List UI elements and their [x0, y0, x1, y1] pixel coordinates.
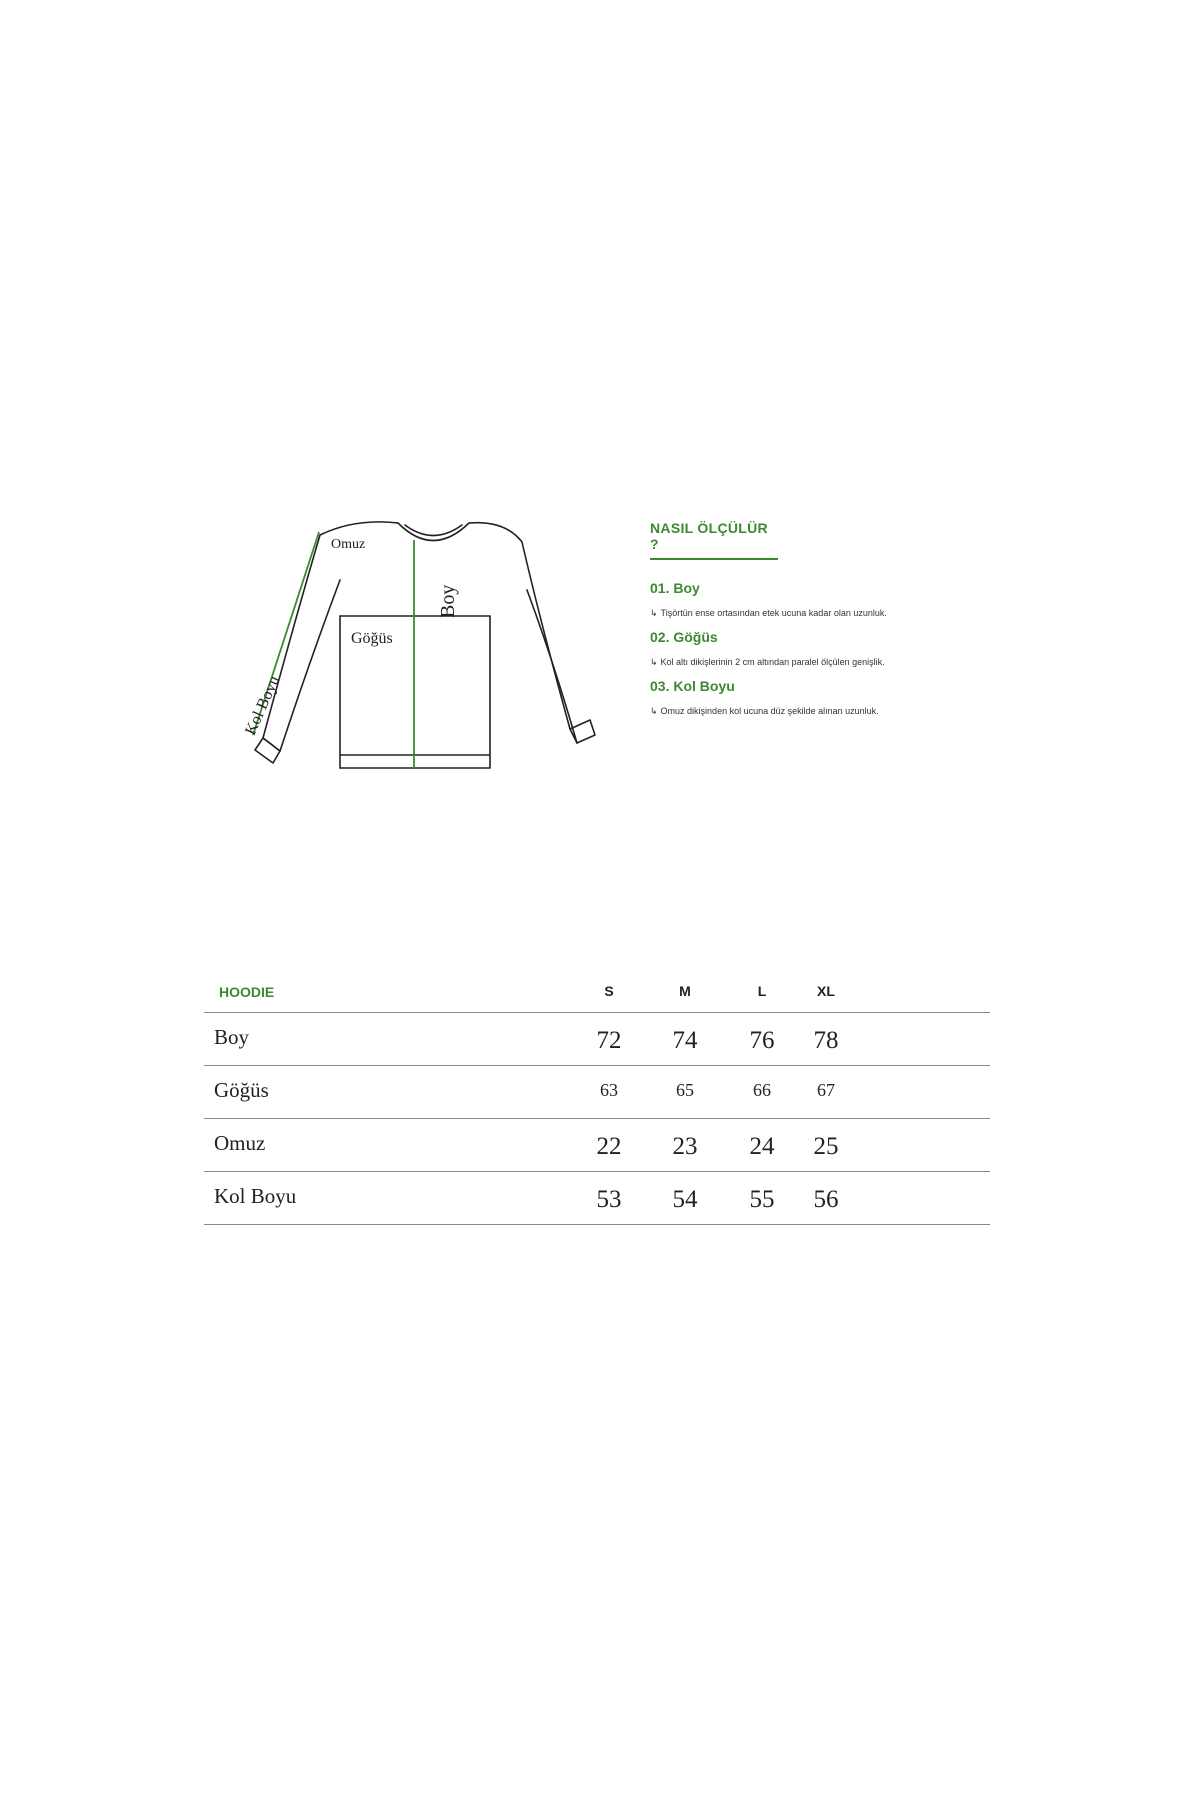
table-row: [204, 1013, 990, 1066]
table-cell: 72: [596, 1027, 622, 1054]
table-cell: 63: [600, 1080, 618, 1100]
table-cell: 74: [672, 1027, 698, 1054]
table-cell: 78: [813, 1027, 839, 1054]
table-row: [204, 1172, 990, 1225]
row-label: Göğüs: [214, 1078, 269, 1102]
table-cell: 24: [749, 1133, 775, 1160]
step-description: [650, 706, 990, 717]
measure-step: [650, 678, 990, 717]
sweatshirt-outline: [255, 522, 595, 768]
measure-step: [650, 580, 990, 619]
table-cell: 23: [672, 1133, 698, 1160]
how-to-measure-panel: [650, 520, 990, 717]
arrow-icon: ↳: [650, 706, 658, 716]
table-cell: 54: [672, 1186, 698, 1213]
step-title: 02. Göğüs: [650, 629, 718, 645]
size-header-xl: XL: [817, 983, 835, 999]
row-label: Boy: [214, 1025, 250, 1049]
table-cell: 53: [596, 1186, 622, 1213]
table-header: [204, 978, 990, 1013]
table-cell: 67: [817, 1080, 835, 1100]
step-description-text: Omuz dikişinden kol ucuna düz şekilde alınan uzunluk.: [660, 706, 879, 716]
measure-lines: [253, 532, 414, 768]
product-name: HOODIE: [219, 984, 275, 1000]
how-to-measure-title: NASIL ÖLÇÜLÜR ?: [650, 520, 778, 560]
table-cell: 55: [749, 1186, 775, 1213]
table-row: [204, 1066, 990, 1119]
step-description-text: Kol altı dikişlerinin 2 cm altından paralel ölçülen genişlik.: [660, 657, 885, 667]
step-title: 01. Boy: [650, 580, 700, 596]
measure-step: [650, 629, 990, 668]
row-label: Kol Boyu: [214, 1184, 297, 1208]
step-title: 03. Kol Boyu: [650, 678, 735, 694]
sweatshirt-diagram: [235, 510, 620, 795]
table-cell: 76: [749, 1027, 775, 1054]
diagram-label-omuz: Omuz: [331, 537, 366, 552]
size-header-m: M: [679, 983, 691, 999]
arrow-icon: ↳: [650, 657, 658, 667]
table-cell: 56: [813, 1186, 839, 1213]
row-label: Omuz: [214, 1131, 266, 1155]
table-cell: 66: [753, 1080, 771, 1100]
size-header-s: S: [604, 983, 614, 999]
size-table: [204, 978, 990, 1225]
step-description-text: Tişörtün ense ortasından etek ucuna kadar olan uzunluk.: [660, 608, 887, 618]
table-cell: 65: [676, 1080, 694, 1100]
arrow-icon: ↳: [650, 608, 658, 618]
diagram-label-kol-boyu: Kol Boyu: [242, 673, 284, 738]
table-row: [204, 1119, 990, 1172]
step-description: [650, 657, 990, 668]
size-header-l: L: [757, 983, 767, 999]
diagram-label-gogus: Göğüs: [351, 630, 393, 647]
table-cell: 25: [813, 1133, 839, 1160]
step-description: [650, 608, 990, 619]
table-cell: 22: [596, 1133, 622, 1160]
diagram-label-boy: Boy: [437, 584, 459, 618]
